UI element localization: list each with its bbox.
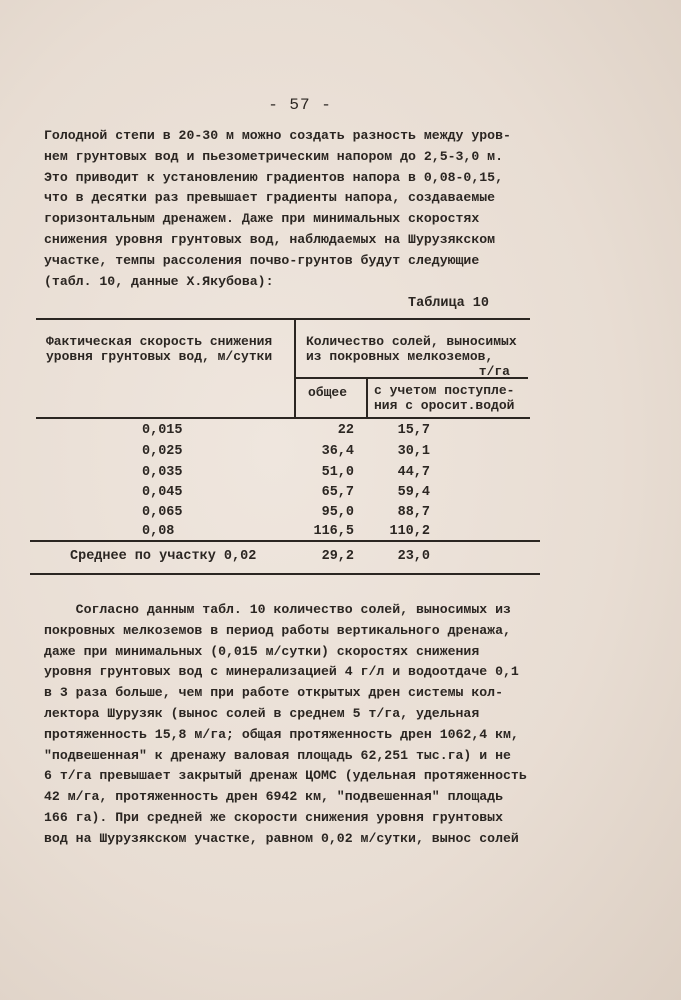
header-speed-line: Фактическая скорость снижения xyxy=(46,334,273,349)
table-cell-speed: 0,045 xyxy=(142,485,183,500)
table-cell-irrigation: 30,1 xyxy=(397,444,430,459)
table-subcolumn-divider xyxy=(366,378,368,418)
page-number: - 57 - xyxy=(268,96,332,114)
table-caption: Таблица 10 xyxy=(408,296,490,311)
table-cell-total: 51,0 xyxy=(321,465,354,480)
table-cell-total: 65,7 xyxy=(321,485,354,500)
text-line: горизонтальным дренажем. Даже при минимальных скоростях xyxy=(44,211,480,227)
table-cell-irrigation: 15,7 xyxy=(397,423,430,438)
table-cell-total: 36,4 xyxy=(321,444,354,459)
text-line: даже при минимальных (0,015 м/сутки) скоростях снижения xyxy=(44,643,480,659)
text-line: 166 га). При средней же скорости снижения уровня грунтовых xyxy=(44,809,503,825)
text-line: нем грунтовых вод и пьезометрическим напором до 2,5-3,0 м. xyxy=(44,148,503,164)
text-line: Это приводит к установлению градиентов напора в 0,08-0,15, xyxy=(44,169,503,185)
text-line: 6 т/га превышает закрытый дренаж ЦОМС (удельная протяженность xyxy=(44,768,527,784)
subheader-total: общее xyxy=(308,385,348,400)
table-top-rule xyxy=(36,318,530,320)
average-irrigation: 23,0 xyxy=(397,549,430,564)
text-line: снижения уровня грунтовых вод, наблюдаемых на Шурузякском xyxy=(44,231,496,247)
table-cell-speed: 0,065 xyxy=(142,505,183,520)
subheader-irrigation-line: ния с оросит.водой xyxy=(374,398,515,413)
table-cell-irrigation: 110,2 xyxy=(389,524,430,539)
table-cell-speed: 0,08 xyxy=(142,524,175,539)
average-label: Среднее по участку 0,02 xyxy=(70,549,257,564)
table-average-rule xyxy=(30,540,540,542)
text-line: покровных мелкоземов в период работы вертикального дренажа, xyxy=(44,622,511,638)
text-line: протяженность 15,8 м/га; общая протяженность дрен 1062,4 км, xyxy=(44,726,519,742)
text-line: вод на Шурузякском участке, равном 0,02 м/сутки, вынос солей xyxy=(44,830,519,846)
table-cell-speed: 0,025 xyxy=(142,444,183,459)
subheader-irrigation-line: с учетом поступле- xyxy=(374,383,515,398)
paragraph-conclusion xyxy=(44,600,544,850)
table-cell-irrigation: 44,7 xyxy=(397,465,430,480)
header-salts-unit: т/га xyxy=(478,364,510,379)
text-line: "подвешенная" к дренажу валовая площадь 62,251 тыс.га) и не xyxy=(44,747,511,763)
paragraph-intro xyxy=(44,126,544,292)
table-cell-total: 22 xyxy=(337,423,354,438)
table-cell-speed: 0,035 xyxy=(142,465,183,480)
text-line: в 3 раза больше, чем при работе открытых дрен системы кол- xyxy=(44,685,503,701)
subheader-irrigation xyxy=(374,383,514,413)
table-header-bottom-rule xyxy=(36,417,530,419)
table-cell-irrigation: 88,7 xyxy=(397,505,430,520)
header-salts xyxy=(306,334,517,379)
text-line: уровня грунтовых вод с минерализацией 4 г/л и водоотдаче 0,1 xyxy=(44,664,519,680)
table-bottom-rule xyxy=(30,573,540,575)
header-speed xyxy=(46,334,272,364)
average-total: 29,2 xyxy=(321,549,354,564)
header-speed-line: уровня грунтовых вод, м/сутки xyxy=(46,349,273,364)
text-line: что в десятки раз превышает градиенты напора, создаваемые xyxy=(44,190,496,206)
text-line: (табл. 10, данные Х.Якубова): xyxy=(44,273,274,289)
text-line: Голодной степи в 20-30 м можно создать разность между уров- xyxy=(44,128,511,143)
text-line: Согласно данным табл. 10 количество солей, выносимых из xyxy=(44,602,511,617)
text-line: участке, темпы рассоления почво-грунтов будут следующие xyxy=(44,252,480,268)
table-cell-total: 116,5 xyxy=(313,524,354,539)
text-line: 42 м/га, протяженность дрен 6942 км, "подвешенная" площадь xyxy=(44,789,503,805)
table-cell-speed: 0,015 xyxy=(142,423,183,438)
table-column-divider xyxy=(294,318,296,418)
header-salts-line: из покровных мелкоземов, xyxy=(306,349,494,364)
text-line: лектора Шурузяк (вынос солей в среднем 5 т/га, удельная xyxy=(44,705,480,721)
table-cell-total: 95,0 xyxy=(321,505,354,520)
table-cell-irrigation: 59,4 xyxy=(397,485,430,500)
header-salts-line: Количество солей, выносимых xyxy=(306,334,517,349)
